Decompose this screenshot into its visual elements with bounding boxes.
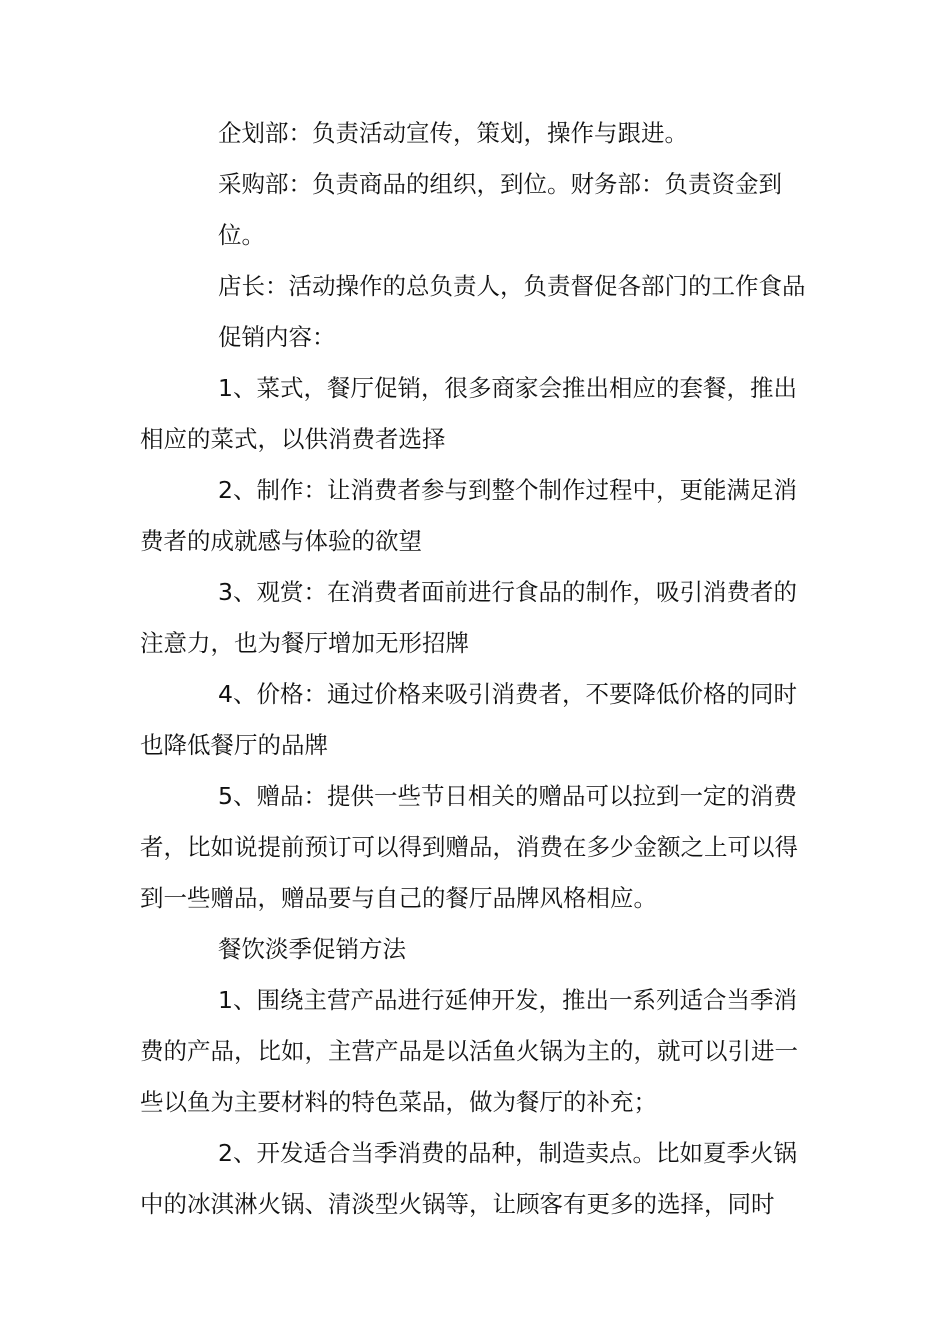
document-body bbox=[140, 108, 820, 1230]
paragraph-item-4-price: 4、价格：通过价格来吸引消费者，不要降低价格的同时也降低餐厅的品牌 bbox=[140, 680, 797, 759]
paragraph-method-2: 2、开发适合当季消费的品种，制造卖点。比如夏季火锅中的冰淇淋火锅、清淡型火锅等，让顾客有更多的选择，同时 bbox=[140, 1139, 797, 1218]
paragraph-planning-dept: 企划部：负责活动宣传，策划，操作与跟进。 bbox=[218, 119, 688, 147]
paragraph-item-2-making: 2、制作：让消费者参与到整个制作过程中，更能满足消费者的成就感与体验的欲望 bbox=[140, 476, 797, 555]
paragraph-item-1-dishes: 1、菜式，餐厅促销，很多商家会推出相应的套餐，推出相应的菜式，以供消费者选择 bbox=[140, 374, 797, 453]
section-heading-off-season: 餐饮淡季促销方法 bbox=[218, 935, 406, 963]
paragraph-store-manager: 店长：活动操作的总负责人，负责督促各部门的工作食品促销内容： bbox=[218, 272, 806, 351]
paragraph-purchasing-finance: 采购部：负责商品的组织，到位。财务部：负责资金到位。 bbox=[218, 170, 782, 249]
paragraph-item-3-viewing: 3、观赏：在消费者面前进行食品的制作，吸引消费者的注意力，也为餐厅增加无形招牌 bbox=[140, 578, 797, 657]
paragraph-method-1: 1、围绕主营产品进行延伸开发，推出一系列适合当季消费的产品，比如，主营产品是以活鱼火锅为主的，就可以引进一些以鱼为主要材料的特色菜品，做为餐厅的补充； bbox=[140, 986, 798, 1116]
paragraph-item-5-gifts: 5、赠品：提供一些节日相关的赠品可以拉到一定的消费者，比如说提前预订可以得到赠品，消费在多少金额之上可以得到一些赠品，赠品要与自己的餐厅品牌风格相应。 bbox=[140, 782, 798, 912]
